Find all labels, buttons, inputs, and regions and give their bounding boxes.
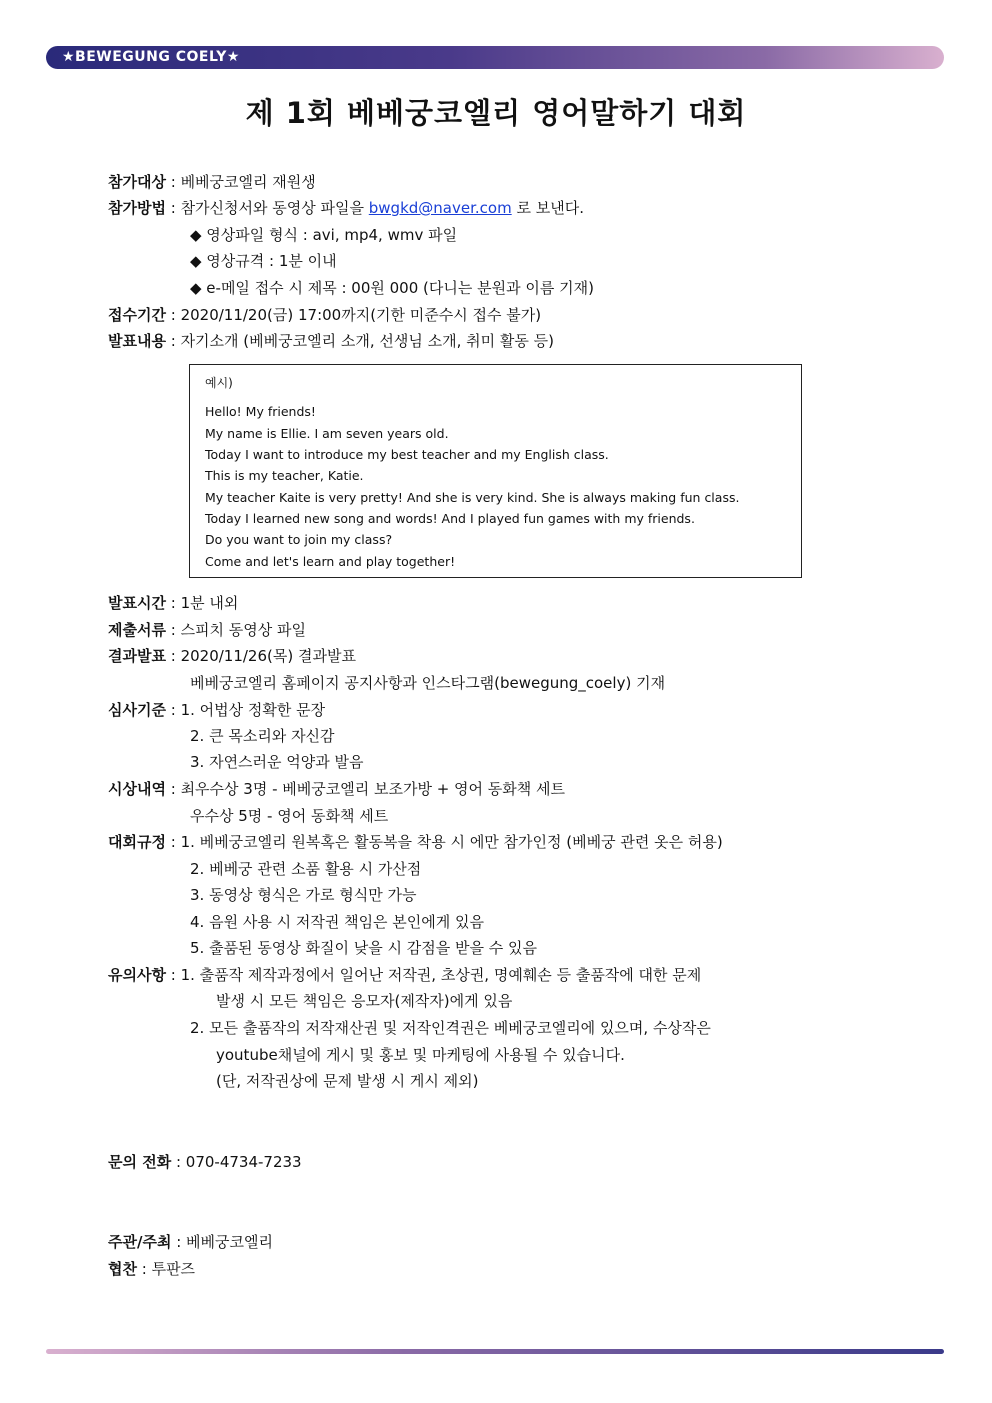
method-row: 참가방법 : 참가신청서와 동영상 파일을 bwgkd@naver.com 로 보낸다.: [108, 199, 584, 217]
result-label: 결과발표: [108, 647, 166, 665]
example-line: Today I learned new song and words! And I played fun games with my friends.: [205, 511, 695, 526]
docs-row: 제출서류 : 스피치 동영상 파일: [108, 621, 307, 639]
method-bullet: ◆ 영상파일 형식 : avi, mp4, wmv 파일: [190, 226, 458, 244]
criteria-item: 3. 자연스러운 억양과 발음: [190, 753, 364, 771]
example-line: Today I want to introduce my best teacher and my English class.: [205, 447, 609, 462]
target-label: 참가대상: [108, 173, 166, 191]
prize-item: 우수상 5명 - 영어 동화책 세트: [190, 807, 389, 825]
content-row: 발표내용 : 자기소개 (베베궁코엘리 소개, 선생님 소개, 취미 활동 등): [108, 332, 554, 350]
contact-label: 문의 전화: [108, 1153, 172, 1171]
target-value: 베베궁코엘리 재원생: [180, 173, 316, 191]
notice-line: youtube채널에 게시 및 홍보 및 마케팅에 사용될 수 있습니다.: [216, 1046, 625, 1064]
rules-row: 대회규정 : 1. 베베궁코엘리 원복혹은 활동복을 착용 시 에만 참가인정 (베베궁 관련 옷은 허용): [108, 833, 723, 851]
result-value: 2020/11/26(목) 결과발표: [180, 647, 356, 665]
result-value-2: 베베궁코엘리 홈페이지 공지사항과 인스타그램(bewegung_coely) 기재: [190, 674, 666, 692]
example-label: 예시): [205, 376, 233, 390]
example-line: Hello! My friends!: [205, 404, 316, 419]
notice-row: 유의사항 : 1. 출품작 제작과정에서 일어난 저작권, 초상권, 명예훼손 등 출품작에 대한 문제: [108, 966, 702, 984]
time-value: 1분 내외: [180, 594, 239, 612]
page-title: 제 1회 베베궁코엘리 영어말하기 대회: [245, 96, 747, 130]
notice-label: 유의사항: [108, 966, 166, 984]
criteria-item: 2. 큰 목소리와 자신감: [190, 727, 335, 745]
criteria-label: 심사기준: [108, 701, 166, 719]
method-value: 참가신청서와 동영상 파일을: [180, 199, 364, 217]
criteria-row: 심사기준 : 1. 어법상 정확한 문장: [108, 701, 326, 719]
email-link[interactable]: bwgkd@naver.com: [368, 199, 512, 217]
notice-line: 2. 모든 출품작의 저작재산권 및 저작인격권은 베베궁코엘리에 있으며, 수상작은: [190, 1019, 711, 1037]
notice-line: 1. 출품작 제작과정에서 일어난 저작권, 초상권, 명예훼손 등 출품작에 대한 문제: [180, 966, 702, 984]
period-label: 접수기간: [108, 306, 166, 324]
criteria-item: 1. 어법상 정확한 문장: [180, 701, 326, 719]
sponsor-row: 협찬 : 투판즈: [108, 1260, 196, 1278]
example-line: This is my teacher, Katie.: [205, 468, 364, 483]
rules-item: 5. 출품된 동영상 화질이 낮을 시 감점을 받을 수 있음: [190, 939, 538, 957]
rules-item: 4. 음원 사용 시 저작권 책임은 본인에게 있음: [190, 913, 485, 931]
sponsor-label: 협찬: [108, 1260, 137, 1278]
method-value-post: 로 보낸다.: [516, 199, 584, 217]
rules-label: 대회규정: [108, 833, 166, 851]
example-line: Come and let's learn and play together!: [205, 554, 456, 569]
result-row: 결과발표 : 2020/11/26(목) 결과발표: [108, 647, 356, 665]
time-label: 발표시간: [108, 594, 166, 612]
prize-row: 시상내역 : 최우수상 3명 - 베베궁코엘리 보조가방 + 영어 동화책 세트: [108, 780, 566, 798]
time-row: 발표시간 : 1분 내외: [108, 594, 239, 612]
rules-item: 2. 베베궁 관련 소품 활용 시 가산점: [190, 860, 422, 878]
host-row: 주관/주최 : 베베궁코엘리: [108, 1233, 273, 1251]
method-label: 참가방법: [108, 199, 166, 217]
docs-label: 제출서류: [108, 621, 166, 639]
notice-line: (단, 저작권상에 문제 발생 시 게시 제외): [216, 1072, 479, 1090]
host-value: 베베궁코엘리: [186, 1233, 273, 1251]
example-line: My name is Ellie. I am seven years old.: [205, 426, 449, 441]
method-bullet: ◆ 영상규격 : 1분 이내: [190, 252, 337, 270]
prize-label: 시상내역: [108, 780, 166, 798]
contact-value: 070-4734-7233: [185, 1153, 302, 1171]
example-box: [189, 364, 802, 578]
contact-row: 문의 전화 : 070-4734-7233: [108, 1153, 302, 1171]
docs-value: 스피치 동영상 파일: [180, 621, 307, 639]
brand-logo: ★BEWEGUNG COELY★: [62, 49, 240, 65]
notice-line: 발생 시 모든 책임은 응모자(제작자)에게 있음: [216, 992, 513, 1010]
sponsor-value: 투판즈: [151, 1260, 196, 1278]
example-line: My teacher Kaite is very pretty! And she is very kind. She is always making fun class.: [205, 490, 740, 505]
content-label: 발표내용: [108, 332, 166, 350]
period-value: 2020/11/20(금) 17:00까지(기한 미준수시 접수 불가): [180, 306, 542, 324]
footer-bar: [46, 1349, 944, 1354]
method-bullet: ◆ e-메일 접수 시 제목 : 00원 000 (다니는 분원과 이름 기재): [190, 279, 594, 297]
target-row: 참가대상 : 베베궁코엘리 재원생: [108, 173, 316, 191]
rules-item: 3. 동영상 형식은 가로 형식만 가능: [190, 886, 417, 904]
period-row: 접수기간 : 2020/11/20(금) 17:00까지(기한 미준수시 접수 불가): [108, 306, 542, 324]
example-line: Do you want to join my class?: [205, 532, 393, 547]
prize-item: 최우수상 3명 - 베베궁코엘리 보조가방 + 영어 동화책 세트: [180, 780, 566, 798]
rules-item: 1. 베베궁코엘리 원복혹은 활동복을 착용 시 에만 참가인정 (베베궁 관련 옷은 허용): [180, 833, 723, 851]
host-label: 주관/주최: [108, 1233, 172, 1251]
content-value: 자기소개 (베베궁코엘리 소개, 선생님 소개, 취미 활동 등): [180, 332, 554, 350]
